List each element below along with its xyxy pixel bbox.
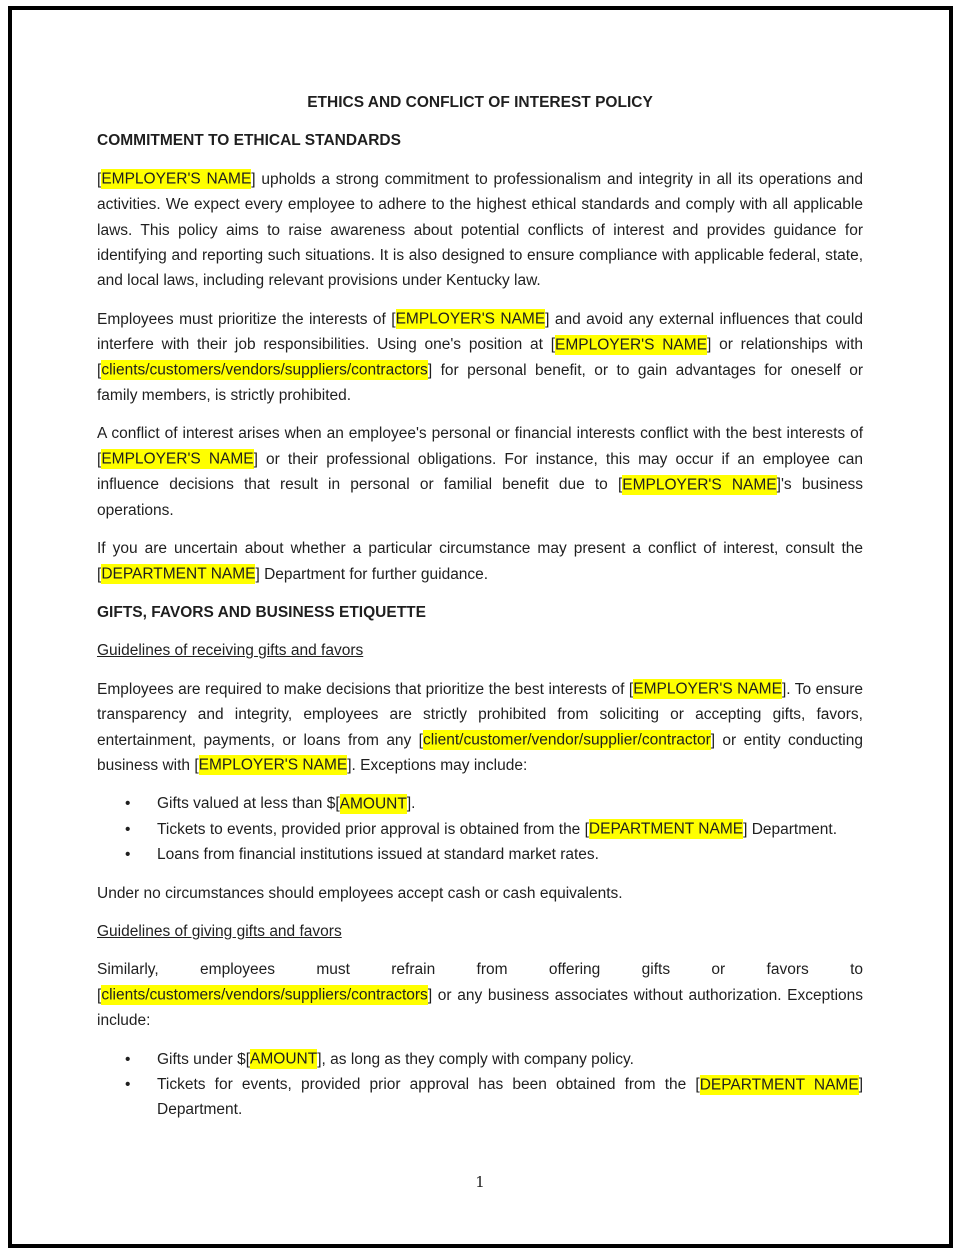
- document-page: [97, 90, 863, 1136]
- placeholder-highlight: AMOUNT: [250, 1050, 318, 1068]
- subsection-heading: Guidelines of receiving gifts and favors: [97, 642, 364, 660]
- text-run: ]. To ensure transparency and integrity, employees are strictly prohibited from soliciting or accepting gifts, favors, entertainment, payments, or loans from any [: [97, 680, 863, 749]
- paragraph: [97, 421, 863, 523]
- placeholder-highlight: EMPLOYER'S NAME: [395, 310, 546, 328]
- placeholder-highlight: client/customer/vendor/supplier/contractor: [423, 731, 711, 749]
- text-run: Gifts under $[: [157, 1050, 251, 1068]
- document-title: ETHICS AND CONFLICT OF INTEREST POLICY: [307, 94, 653, 111]
- placeholder-highlight: clients/customers/vendors/suppliers/contractors: [101, 986, 428, 1004]
- text-run: Similarly, employees must refrain from offering gifts or favors to [: [97, 961, 863, 1004]
- placeholder-highlight: EMPLOYER'S NAME: [101, 170, 252, 188]
- text-run: Tickets to events, provided prior approval is obtained from the [: [157, 820, 589, 838]
- page-number: 1: [475, 1173, 485, 1191]
- text-run: ]'s business operations.: [97, 476, 863, 519]
- bullet-item: [97, 842, 863, 867]
- paragraph: [97, 167, 863, 294]
- section-heading: GIFTS, FAVORS AND BUSINESS ETIQUETTE: [97, 603, 426, 621]
- text-run: If you are uncertain about whether a particular circumstance may present a conflict of interest, consult the [: [97, 540, 863, 583]
- text-run: Employees must prioritize the interests of [: [97, 310, 396, 328]
- bullet-list: [97, 791, 863, 867]
- placeholder-highlight: DEPARTMENT NAME: [101, 565, 256, 583]
- text-run: Gifts valued at less than $[: [157, 795, 340, 813]
- text-run: A conflict of interest arises when an employee's personal or financial interests conflict with the best interests of [: [97, 425, 863, 468]
- placeholder-highlight: EMPLOYER'S NAME: [633, 680, 782, 698]
- paragraph: [97, 307, 863, 409]
- text-run: ] Department.: [743, 820, 837, 838]
- text-run: [: [97, 170, 102, 188]
- bullet-list: [97, 1047, 863, 1123]
- text-run: ] for personal benefit, or to gain advantages for oneself or family members, is strictly prohibited.: [97, 361, 863, 405]
- text-run: ].: [406, 795, 416, 813]
- bullet-item: [97, 1072, 863, 1123]
- subsection-heading: Guidelines of giving gifts and favors: [97, 922, 342, 940]
- text-run: ]. Exceptions may include:: [347, 756, 528, 774]
- text-run: Under no circumstances should employees accept cash or cash equivalents.: [97, 884, 623, 902]
- bullet-item: [97, 1047, 863, 1072]
- placeholder-highlight: DEPARTMENT NAME: [588, 820, 744, 838]
- text-run: ] Department.: [157, 1076, 863, 1119]
- section-heading: COMMITMENT TO ETHICAL STANDARDS: [97, 132, 401, 150]
- bullet-item: [97, 817, 863, 842]
- text-run: ] and avoid any external influences that could interfere with their job responsibilities. Using one's position at [: [97, 310, 863, 354]
- placeholder-highlight: clients/customers/vendors/suppliers/contractors: [101, 361, 428, 379]
- paragraph: [97, 677, 863, 779]
- paragraph: [97, 536, 863, 587]
- placeholder-highlight: EMPLOYER'S NAME: [622, 476, 777, 494]
- placeholder-highlight: EMPLOYER'S NAME: [198, 756, 348, 774]
- text-run: ] Department for further guidance.: [255, 565, 489, 583]
- placeholder-highlight: EMPLOYER'S NAME: [555, 336, 708, 354]
- placeholder-highlight: DEPARTMENT NAME: [699, 1076, 859, 1093]
- paragraph: [97, 957, 863, 1033]
- text-run: Employees are required to make decisions that prioritize the best interests of [: [97, 680, 634, 698]
- text-run: Loans from financial institutions issued at standard market rates.: [157, 846, 599, 864]
- text-run: ] or entity conducting business with [: [97, 731, 863, 774]
- text-run: ] upholds a strong commitment to professionalism and integrity in all its operations and activities. We expect every employee to adhere to the highest ethical standards and comply with all applicable laws. This policy aims to raise awareness about potential conflicts of interest and provides guidance for identifying and reporting such situations. It is also designed to ensure compliance with applicable federal, state, and local laws, including relevant provisions under Kentucky law.: [97, 170, 863, 290]
- placeholder-highlight: EMPLOYER'S NAME: [101, 450, 254, 468]
- text-run: ], as long as they comply with company policy.: [317, 1050, 634, 1068]
- text-run: Tickets for events, provided prior approval has been obtained from the [: [157, 1076, 700, 1093]
- paragraph: [97, 881, 863, 906]
- text-run: ] or their professional obligations. For instance, this may occur if an employee can influence decisions that result in personal or familial benefit due to [: [97, 450, 863, 494]
- text-run: ] or any business associates without authorization. Exceptions include:: [97, 986, 863, 1030]
- text-run: ] or relationships with [: [97, 336, 864, 379]
- placeholder-highlight: AMOUNT: [339, 795, 407, 813]
- bullet-item: [97, 791, 863, 816]
- document-body: [97, 128, 863, 1122]
